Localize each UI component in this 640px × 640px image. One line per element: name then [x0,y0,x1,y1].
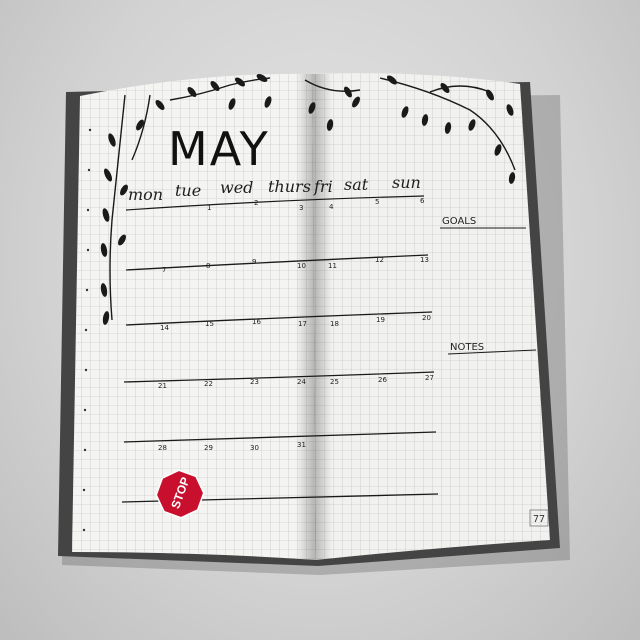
date-11: 11 [328,262,337,270]
date-9: 9 [252,258,257,266]
date-12: 12 [375,256,384,264]
date-25: 25 [330,378,339,386]
date-26: 26 [378,376,387,384]
weekday-mon: mon [128,185,164,204]
date-27: 27 [425,374,434,382]
date-10: 10 [297,262,306,270]
weekday-tue: tue [175,181,202,200]
date-28: 28 [158,444,167,452]
stop-sticker-text: STOP [168,475,193,511]
date-29: 29 [204,444,213,452]
weekday-sat: sat [344,175,369,194]
date-4: 4 [329,203,334,211]
weekday-sun: sun [392,173,421,192]
date-3: 3 [299,204,304,212]
date-16: 16 [252,318,261,326]
page-number: 77 [533,514,546,525]
notes-label: NOTES [450,342,485,353]
weekday-fri: fri [314,177,333,196]
date-14: 14 [160,324,169,332]
date-18: 18 [330,320,339,328]
date-6: 6 [420,197,425,205]
date-13: 13 [420,256,429,264]
date-1: 1 [207,204,212,212]
date-7: 7 [162,266,167,274]
weekday-wed: wed [220,178,254,197]
date-8: 8 [206,262,211,270]
date-17: 17 [298,320,307,328]
date-19: 19 [376,316,385,324]
date-23: 23 [250,378,259,386]
date-20: 20 [422,314,431,322]
date-5: 5 [375,198,380,206]
date-24: 24 [297,378,306,386]
date-2: 2 [254,199,259,207]
goals-label: GOALS [442,216,477,227]
date-21: 21 [158,382,167,390]
weekday-thurs: thurs [268,177,311,196]
date-15: 15 [205,320,214,328]
date-31: 31 [297,441,306,449]
date-22: 22 [204,380,213,388]
month-title: MAY [168,122,270,176]
date-30: 30 [250,444,259,452]
